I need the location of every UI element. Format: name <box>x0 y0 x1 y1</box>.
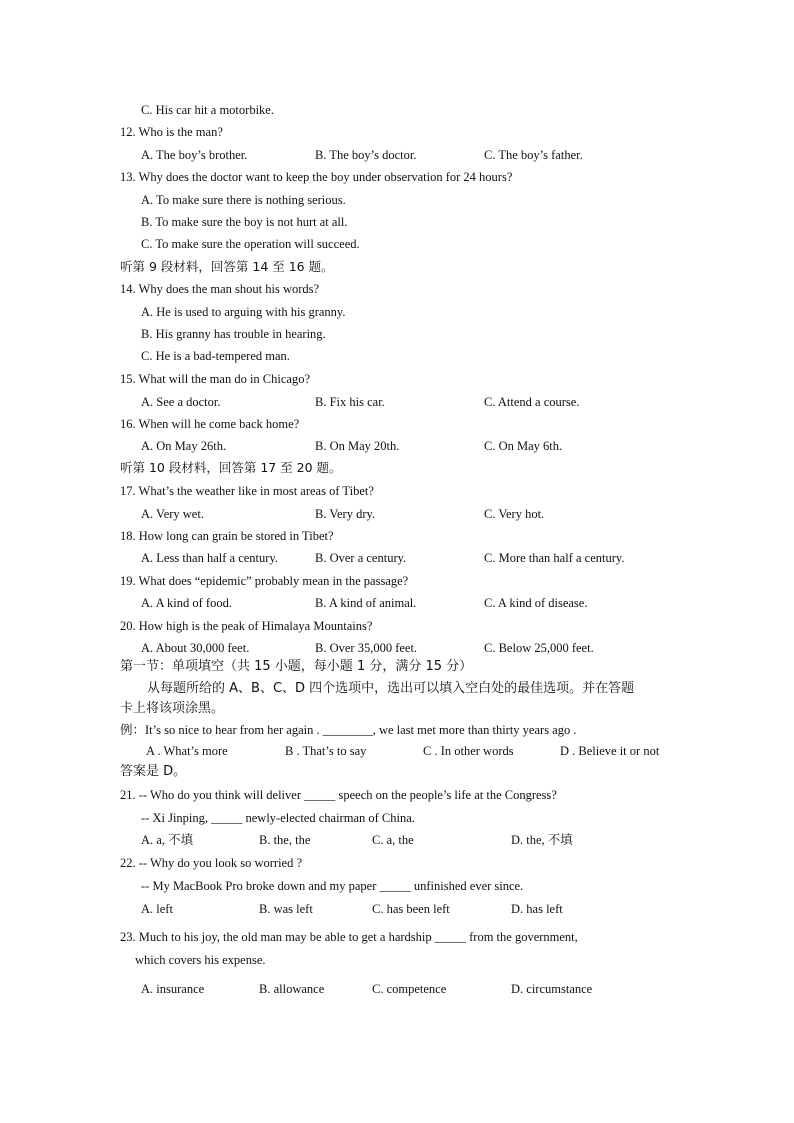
q11-option-c: C. His car hit a motorbike. <box>141 103 274 117</box>
example-option-b: B . That’s to say <box>285 744 367 758</box>
q12-stem: 12. Who is the man? <box>120 125 223 139</box>
q19-option-b: B. A kind of animal. <box>315 596 417 610</box>
q23-option-c: C. competence <box>372 982 447 996</box>
q18-option-a: A. Less than half a century. <box>141 551 278 565</box>
q18-stem: 18. How long can grain be stored in Tibet? <box>120 529 334 543</box>
q16-option-a: A. On May 26th. <box>141 439 227 453</box>
q19-stem: 19. What does “epidemic” probably mean in the passage? <box>120 574 409 588</box>
q21-option-a: A. a, 不填 <box>141 833 194 847</box>
q18-option-c: C. More than half a century. <box>484 551 625 565</box>
q18-option-b: B. Over a century. <box>315 551 407 565</box>
q21-line-1: 21. -- Who do you think will deliver _____ speech on the people’s life at the Congress? <box>120 788 557 802</box>
q23-line-2: which covers his expense. <box>135 953 266 967</box>
example-option-c: C . In other words <box>423 744 514 758</box>
q19-option-a: A. A kind of food. <box>141 596 232 610</box>
section-10-heading: 听第 10 段材料，回答第 17 至 20 题。 <box>120 460 342 475</box>
example-option-a: A . What’s more <box>146 744 228 758</box>
q21-option-d: D. the, 不填 <box>511 833 573 847</box>
q12-option-c: C. The boy’s father. <box>484 148 583 162</box>
q20-stem: 20. How high is the peak of Himalaya Mountains? <box>120 619 373 633</box>
q22-option-c: C. has been left <box>372 902 450 916</box>
q16-option-c: C. On May 6th. <box>484 439 563 453</box>
example-stem: 例：It’s so nice to hear from her again . ________, we last met more than thirty years ago . <box>120 723 577 737</box>
q17-option-c: C. Very hot. <box>484 507 545 521</box>
q23-option-a: A. insurance <box>141 982 205 996</box>
instructions-line-1: 从每题所给的 A、B、C、D 四个选项中，选出可以填入空白处的最佳选项。并在答题 <box>147 681 635 696</box>
q22-option-d: D. has left <box>511 902 563 916</box>
q17-option-a: A. Very wet. <box>141 507 204 521</box>
q14-option-c: C. He is a bad-tempered man. <box>141 349 290 363</box>
q13-option-a: A. To make sure there is nothing serious. <box>141 193 346 207</box>
section-9-heading: 听第 9 段材料，回答第 14 至 16 题。 <box>120 259 334 274</box>
q13-option-c: C. To make sure the operation will succeed. <box>141 237 360 251</box>
q14-stem: 14. Why does the man shout his words? <box>120 282 320 296</box>
q23-option-d: D. circumstance <box>511 982 593 996</box>
q23-line-1: 23. Much to his joy, the old man may be able to get a hardship _____ from the government, <box>120 930 578 944</box>
example-answer: 答案是 D。 <box>120 764 187 779</box>
q21-option-c: C. a, the <box>372 833 414 847</box>
q16-stem: 16. When will he come back home? <box>120 417 300 431</box>
q15-stem: 15. What will the man do in Chicago? <box>120 372 311 386</box>
q15-option-b: B. Fix his car. <box>315 395 385 409</box>
q20-option-c: C. Below 25,000 feet. <box>484 641 594 655</box>
q20-option-b: B. Over 35,000 feet. <box>315 641 418 655</box>
q15-option-a: A. See a doctor. <box>141 395 221 409</box>
q22-option-a: A. left <box>141 902 173 916</box>
q12-option-a: A. The boy’s brother. <box>141 148 248 162</box>
q19-option-c: C. A kind of disease. <box>484 596 588 610</box>
example-option-d: D . Believe it or not <box>560 744 660 758</box>
q22-line-1: 22. -- Why do you look so worried ? <box>120 856 303 870</box>
q22-option-b: B. was left <box>259 902 313 916</box>
q14-option-a: A. He is used to arguing with his granny. <box>141 305 346 319</box>
q15-option-c: C. Attend a course. <box>484 395 580 409</box>
instructions-line-2: 卡上将该项涂黑。 <box>120 701 225 716</box>
q13-option-b: B. To make sure the boy is not hurt at all. <box>141 215 348 229</box>
q13-stem: 13. Why does the doctor want to keep the boy under observation for 24 hours? <box>120 170 513 184</box>
part1-title: 第一节：单项填空（共 15 小题，每小题 1 分，满分 15 分） <box>120 659 473 674</box>
q16-option-b: B. On May 20th. <box>315 439 400 453</box>
q21-line-2: -- Xi Jinping, _____ newly-elected chairman of China. <box>141 811 415 825</box>
q20-option-a: A. About 30,000 feet. <box>141 641 250 655</box>
q14-option-b: B. His granny has trouble in hearing. <box>141 327 326 341</box>
q17-stem: 17. What’s the weather like in most areas of Tibet? <box>120 484 374 498</box>
q17-option-b: B. Very dry. <box>315 507 376 521</box>
q22-line-2: -- My MacBook Pro broke down and my paper _____ unfinished ever since. <box>141 879 524 893</box>
q12-option-b: B. The boy’s doctor. <box>315 148 417 162</box>
q23-option-b: B. allowance <box>259 982 325 996</box>
q21-option-b: B. the, the <box>259 833 311 847</box>
